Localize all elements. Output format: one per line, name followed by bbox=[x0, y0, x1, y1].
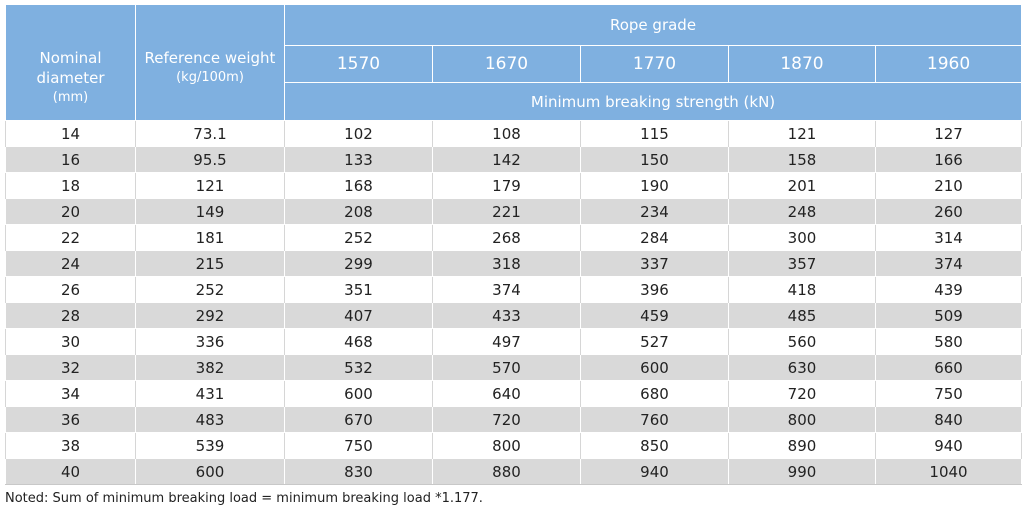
table-cell: 439 bbox=[876, 277, 1022, 303]
table-cell: 940 bbox=[876, 433, 1022, 459]
table-cell: 840 bbox=[876, 407, 1022, 433]
table-cell: 221 bbox=[433, 199, 581, 225]
table-row bbox=[6, 251, 1022, 277]
table-cell: 108 bbox=[433, 121, 581, 147]
header-nominal-diameter-label: Nominal diameter bbox=[36, 49, 105, 87]
table-cell: 800 bbox=[433, 433, 581, 459]
table-row bbox=[6, 355, 1022, 381]
table-cell: 396 bbox=[581, 277, 729, 303]
table-cell: 483 bbox=[136, 407, 285, 433]
table-cell: 26 bbox=[6, 277, 136, 303]
table-cell: 179 bbox=[433, 173, 581, 199]
table-cell: 168 bbox=[285, 173, 433, 199]
table-cell: 22 bbox=[6, 225, 136, 251]
table-cell: 34 bbox=[6, 381, 136, 407]
header-grade-1960: 1960 bbox=[876, 46, 1022, 83]
table-cell: 36 bbox=[6, 407, 136, 433]
table-cell: 20 bbox=[6, 199, 136, 225]
table-cell: 760 bbox=[581, 407, 729, 433]
table-cell: 940 bbox=[581, 459, 729, 485]
table-cell: 660 bbox=[876, 355, 1022, 381]
table-cell: 14 bbox=[6, 121, 136, 147]
table-cell: 527 bbox=[581, 329, 729, 355]
table-cell: 215 bbox=[136, 251, 285, 277]
table-cell: 800 bbox=[729, 407, 876, 433]
table-cell: 150 bbox=[581, 147, 729, 173]
table-cell: 32 bbox=[6, 355, 136, 381]
table-cell: 336 bbox=[136, 329, 285, 355]
header-reference-weight-label: Reference weight bbox=[144, 49, 276, 67]
header-reference-weight bbox=[136, 5, 285, 121]
table-cell: 158 bbox=[729, 147, 876, 173]
table-cell: 539 bbox=[136, 433, 285, 459]
table-cell: 166 bbox=[876, 147, 1022, 173]
table-cell: 24 bbox=[6, 251, 136, 277]
table-cell: 210 bbox=[876, 173, 1022, 199]
table-cell: 201 bbox=[729, 173, 876, 199]
table-cell: 318 bbox=[433, 251, 581, 277]
table-cell: 509 bbox=[876, 303, 1022, 329]
table-cell: 830 bbox=[285, 459, 433, 485]
table-cell: 600 bbox=[581, 355, 729, 381]
table-cell: 880 bbox=[433, 459, 581, 485]
header-grade-1570: 1570 bbox=[285, 46, 433, 83]
table-cell: 234 bbox=[581, 199, 729, 225]
header-nominal-diameter-unit: (mm) bbox=[52, 90, 89, 105]
table-cell: 190 bbox=[581, 173, 729, 199]
table-cell: 248 bbox=[729, 199, 876, 225]
table-cell: 40 bbox=[6, 459, 136, 485]
table-cell: 750 bbox=[285, 433, 433, 459]
table-cell: 73.1 bbox=[136, 121, 285, 147]
table-cell: 670 bbox=[285, 407, 433, 433]
table-cell: 121 bbox=[729, 121, 876, 147]
table-cell: 149 bbox=[136, 199, 285, 225]
table-cell: 580 bbox=[876, 329, 1022, 355]
table-row bbox=[6, 407, 1022, 433]
table-row bbox=[6, 329, 1022, 355]
table-row bbox=[6, 381, 1022, 407]
header-min-breaking-strength: Minimum breaking strength (kN) bbox=[285, 83, 1022, 121]
table-cell: 560 bbox=[729, 329, 876, 355]
table-cell: 142 bbox=[433, 147, 581, 173]
table-cell: 299 bbox=[285, 251, 433, 277]
table-cell: 38 bbox=[6, 433, 136, 459]
table-row bbox=[6, 277, 1022, 303]
table-cell: 208 bbox=[285, 199, 433, 225]
table-cell: 485 bbox=[729, 303, 876, 329]
header-grade-1870: 1870 bbox=[729, 46, 876, 83]
table-cell: 127 bbox=[876, 121, 1022, 147]
table-cell: 314 bbox=[876, 225, 1022, 251]
rope-spec-table bbox=[5, 4, 1022, 485]
table-cell: 640 bbox=[433, 381, 581, 407]
table-cell: 990 bbox=[729, 459, 876, 485]
table-cell: 16 bbox=[6, 147, 136, 173]
table-cell: 570 bbox=[433, 355, 581, 381]
header-grade-1770: 1770 bbox=[581, 46, 729, 83]
table-cell: 459 bbox=[581, 303, 729, 329]
table-cell: 95.5 bbox=[136, 147, 285, 173]
header-reference-weight-unit: (kg/100m) bbox=[176, 70, 244, 85]
table-cell: 750 bbox=[876, 381, 1022, 407]
table-row bbox=[6, 121, 1022, 147]
table-cell: 630 bbox=[729, 355, 876, 381]
table-cell: 407 bbox=[285, 303, 433, 329]
table-cell: 890 bbox=[729, 433, 876, 459]
table-cell: 28 bbox=[6, 303, 136, 329]
table-cell: 300 bbox=[729, 225, 876, 251]
table-cell: 680 bbox=[581, 381, 729, 407]
table-row bbox=[6, 303, 1022, 329]
table-cell: 1040 bbox=[876, 459, 1022, 485]
table-row bbox=[6, 433, 1022, 459]
table-row bbox=[6, 225, 1022, 251]
table-cell: 382 bbox=[136, 355, 285, 381]
table-body bbox=[6, 121, 1022, 485]
table-cell: 468 bbox=[285, 329, 433, 355]
table-cell: 532 bbox=[285, 355, 433, 381]
table-cell: 260 bbox=[876, 199, 1022, 225]
table-cell: 720 bbox=[729, 381, 876, 407]
table-row bbox=[6, 459, 1022, 485]
table-cell: 600 bbox=[136, 459, 285, 485]
table-cell: 292 bbox=[136, 303, 285, 329]
table-cell: 284 bbox=[581, 225, 729, 251]
table-row bbox=[6, 199, 1022, 225]
table-cell: 351 bbox=[285, 277, 433, 303]
table-cell: 850 bbox=[581, 433, 729, 459]
table-cell: 337 bbox=[581, 251, 729, 277]
header-nominal-diameter bbox=[6, 5, 136, 121]
table-cell: 252 bbox=[285, 225, 433, 251]
header-rope-grade: Rope grade bbox=[285, 5, 1022, 46]
table-cell: 433 bbox=[433, 303, 581, 329]
table-cell: 121 bbox=[136, 173, 285, 199]
table-cell: 418 bbox=[729, 277, 876, 303]
table-cell: 357 bbox=[729, 251, 876, 277]
table-cell: 133 bbox=[285, 147, 433, 173]
footnote: Noted: Sum of minimum breaking load = minimum breaking load *1.177. bbox=[5, 491, 483, 506]
table-cell: 102 bbox=[285, 121, 433, 147]
table-cell: 374 bbox=[876, 251, 1022, 277]
table-row bbox=[6, 147, 1022, 173]
table-cell: 720 bbox=[433, 407, 581, 433]
table-cell: 268 bbox=[433, 225, 581, 251]
table-row bbox=[6, 173, 1022, 199]
table-cell: 30 bbox=[6, 329, 136, 355]
table-cell: 497 bbox=[433, 329, 581, 355]
table-cell: 18 bbox=[6, 173, 136, 199]
table-cell: 600 bbox=[285, 381, 433, 407]
table-cell: 115 bbox=[581, 121, 729, 147]
table-cell: 252 bbox=[136, 277, 285, 303]
table-cell: 431 bbox=[136, 381, 285, 407]
table-cell: 181 bbox=[136, 225, 285, 251]
table-cell: 374 bbox=[433, 277, 581, 303]
header-grade-1670: 1670 bbox=[433, 46, 581, 83]
